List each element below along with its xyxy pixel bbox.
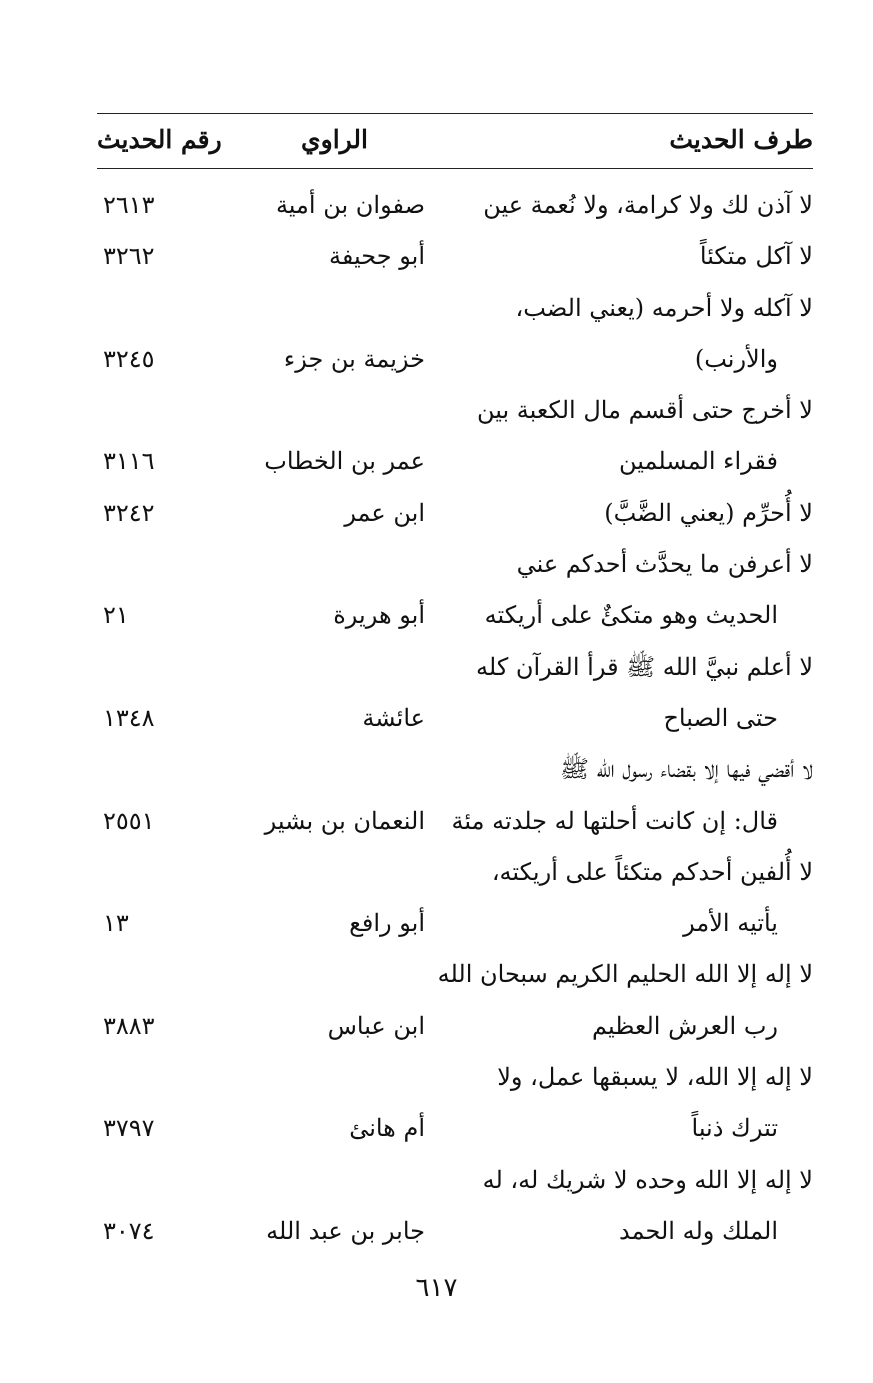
rawi-name: ابن عمر: [344, 498, 425, 527]
hadith-text-line: [97, 898, 813, 949]
hadith-text: فقراء المسلمين: [618, 447, 778, 476]
hadith-text-line: [97, 796, 813, 847]
hadith-text: لا إله إلا الله، لا يسبقها عمل، ولا: [497, 1063, 813, 1092]
hadith-text-line: [97, 231, 813, 282]
hadith-text: لا آكل متكئاً: [699, 242, 813, 271]
hadith-text: تترك ذنباً: [691, 1114, 778, 1143]
hadith-text-line: [97, 847, 813, 898]
hadith-number: ١٣: [103, 909, 129, 938]
hadith-text-line: [97, 334, 813, 385]
hadith-text: لا أخرج حتى أقسم مال الكعبة بين: [476, 396, 813, 425]
rawi-name: أبو جحيفة: [329, 242, 425, 271]
hadith-text: والأرنب): [694, 344, 778, 373]
hadith-number: ٣٢٦٢: [103, 242, 155, 271]
hadith-text: لا آذن لك ولا كرامة، ولا نُعمة عين: [483, 191, 813, 219]
hadith-number: ٣٨٨٣: [103, 1011, 155, 1040]
hadith-entry: [97, 385, 813, 488]
hadith-text: لا إله إلا الله وحده لا شريك له، له: [482, 1165, 813, 1194]
hadith-index-list: [97, 180, 813, 1257]
hadith-number: ٣٧٩٧: [103, 1114, 155, 1143]
hadith-text-line: [97, 488, 813, 539]
hadith-entry: [97, 847, 813, 950]
hadith-number-header: رقم الحديث: [97, 125, 222, 154]
rawi-name: أبو رافع: [349, 909, 425, 938]
hadith-text-line: [97, 385, 813, 436]
hadith-text-line: [97, 1206, 813, 1257]
hadith-entry: [97, 488, 813, 539]
hadith-text: لا أقضي فيها إلا بقضاء رسول الله ﷺ: [560, 755, 813, 784]
hadith-text: حتى الصباح: [663, 703, 778, 732]
rawi-name: جابر بن عبد الله: [266, 1216, 425, 1245]
hadith-text-line: [97, 1052, 813, 1103]
hadith-text: لا إله إلا الله الحليم الكريم سبحان الله: [437, 960, 813, 989]
hadith-number: ٢١: [103, 601, 129, 630]
hadith-number: ٣٠٧٤: [103, 1216, 155, 1245]
hadith-entry: [97, 642, 813, 745]
hadith-entry: [97, 949, 813, 1052]
hadith-number: ٢٥٥١: [103, 806, 155, 835]
hadith-text-line: [97, 180, 813, 231]
hadith-number: ٣٢٤٥: [103, 344, 155, 373]
hadith-text-line: [97, 590, 813, 641]
hadith-entry: [97, 231, 813, 282]
hadith-text: الحديث وهو متكئٌ على أريكته: [484, 601, 778, 630]
hadith-tarf-header: طرف الحديث: [669, 125, 813, 154]
hadith-text-line: [97, 1155, 813, 1206]
hadith-text: لا أُلفين أحدكم متكئاً على أريكته،: [491, 857, 813, 886]
hadith-number: ١٣٤٨: [103, 703, 155, 732]
rawi-name: صفوان بن أمية: [275, 191, 425, 219]
hadith-entry: [97, 283, 813, 386]
hadith-entry: [97, 539, 813, 642]
hadith-text-line: [97, 283, 813, 334]
rawi-header: الراوي: [301, 125, 368, 154]
rawi-name: خزيمة بن جزء: [283, 344, 425, 373]
hadith-number: ٢٦١٣: [103, 191, 155, 219]
hadith-text: قال: إن كانت أحلتها له جلدته مئة: [451, 806, 778, 835]
hadith-entry: [97, 744, 813, 847]
hadith-text: الملك وله الحمد: [619, 1216, 778, 1245]
hadith-text-line: [97, 1103, 813, 1154]
hadith-text: رب العرش العظيم: [592, 1011, 778, 1040]
table-header: [97, 113, 813, 169]
rawi-name: عائشة: [362, 703, 425, 732]
hadith-text: لا أعرفن ما يحدَّث أحدكم عني: [516, 550, 813, 579]
hadith-text: لا آكله ولا أحرمه (يعني الضب،: [515, 293, 813, 322]
rawi-name: النعمان بن بشير: [264, 806, 425, 835]
hadith-text-line: [97, 436, 813, 487]
rawi-name: أبو هريرة: [333, 601, 425, 630]
hadith-text-line: [97, 949, 813, 1000]
hadith-text-line: [97, 1001, 813, 1052]
hadith-entry: [97, 1155, 813, 1258]
hadith-text-line: [97, 744, 813, 795]
hadith-text-line: [97, 693, 813, 744]
hadith-entry: [97, 1052, 813, 1155]
hadith-number: ٣٢٤٢: [103, 498, 155, 527]
hadith-text-line: [97, 539, 813, 590]
rawi-name: عمر بن الخطاب: [264, 447, 425, 476]
hadith-text-line: [97, 642, 813, 693]
page-number: ٦١٧: [415, 1273, 458, 1303]
hadith-number: ٣١١٦: [103, 447, 155, 476]
hadith-entry: [97, 180, 813, 231]
hadith-text: لا أُحرِّم (يعني الضَّبَّ): [604, 498, 813, 527]
hadith-text: لا أعلم نبيَّ الله ﷺ قرأ القرآن كله: [476, 652, 813, 681]
hadith-text: يأتيه الأمر: [683, 909, 778, 938]
rawi-name: أم هانئ: [349, 1114, 425, 1143]
rawi-name: ابن عباس: [327, 1011, 425, 1040]
